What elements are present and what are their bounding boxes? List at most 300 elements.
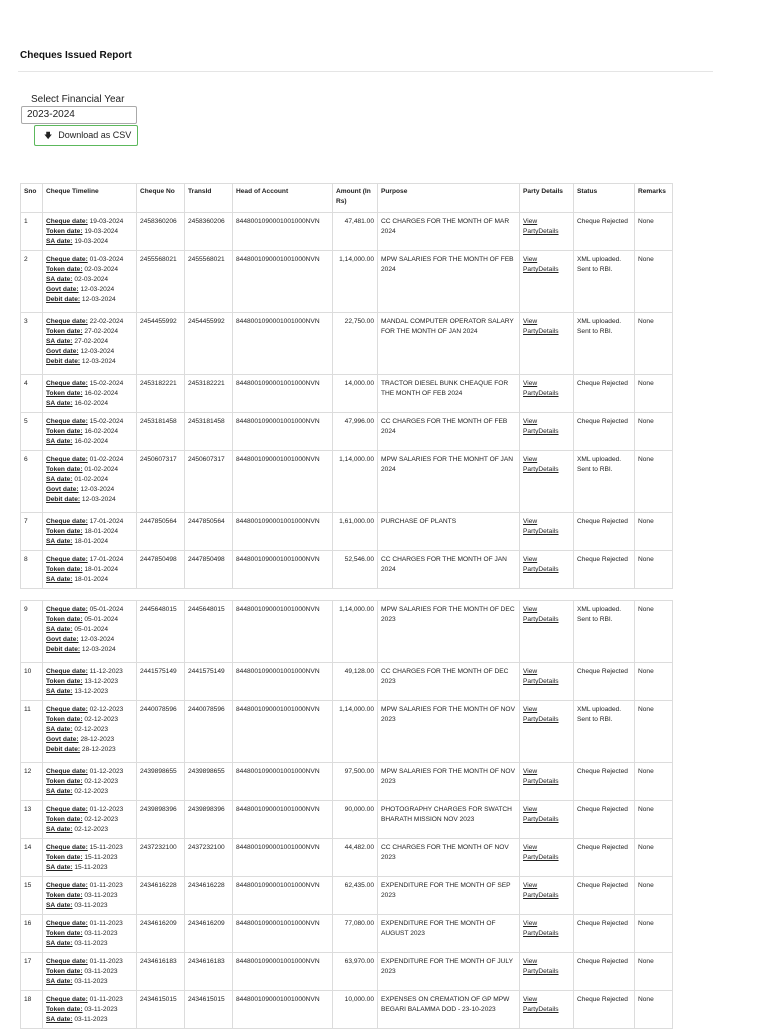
sa-date-line xyxy=(46,575,133,585)
trans-id-cell: 2434616209 xyxy=(185,915,233,953)
token-date-label: Token date: xyxy=(46,616,83,623)
cheque-date-value: 01-11-2023 xyxy=(89,958,123,965)
amount-cell: 47,481.00 xyxy=(333,213,378,251)
amount-cell: 10,000.00 xyxy=(333,991,378,1029)
view-link[interactable]: View xyxy=(523,844,538,851)
token-date-line xyxy=(46,815,133,825)
sa-date-line xyxy=(46,687,133,697)
column-header-party-details: Party Details xyxy=(520,184,574,213)
table-row xyxy=(21,601,673,663)
sa-date-value: 01-02-2024 xyxy=(74,476,109,483)
sno-cell: 11 xyxy=(21,701,43,763)
status-cell: XML uploaded. Sent to RBI. xyxy=(574,313,635,375)
remarks-cell: None xyxy=(635,991,673,1029)
view-link[interactable]: View xyxy=(523,380,538,387)
party-details-link[interactable]: PartyDetails xyxy=(523,528,559,535)
cheque-date-line xyxy=(46,705,133,715)
debit-date-line xyxy=(46,295,133,305)
sa-date-line xyxy=(46,537,133,547)
sa-date-value: 02-12-2023 xyxy=(74,788,109,795)
trans-id-cell: 2434616228 xyxy=(185,877,233,915)
party-details-link[interactable]: PartyDetails xyxy=(523,968,559,975)
cheque-timeline-cell xyxy=(43,839,137,877)
cheque-timeline-cell xyxy=(43,551,137,589)
cheque-no-cell: 2439898396 xyxy=(137,801,185,839)
status-cell: Cheque Rejected xyxy=(574,513,635,551)
sno-cell: 5 xyxy=(21,413,43,451)
view-link[interactable]: View xyxy=(523,218,538,225)
view-link[interactable]: View xyxy=(523,456,538,463)
purpose-cell: EXPENDITURE FOR THE MONTH OF JULY 2023 xyxy=(378,953,520,991)
trans-id-cell: 2447850564 xyxy=(185,513,233,551)
column-header-amount: Amount (In Rs) xyxy=(333,184,378,213)
sa-date-line xyxy=(46,787,133,797)
view-link[interactable]: View xyxy=(523,706,538,713)
status-cell: Cheque Rejected xyxy=(574,953,635,991)
token-date-line xyxy=(46,929,133,939)
token-date-label: Token date: xyxy=(46,328,83,335)
cheque-date-value: 11-12-2023 xyxy=(89,668,123,675)
sa-date-label: SA date: xyxy=(46,902,73,909)
amount-cell: 14,000.00 xyxy=(333,375,378,413)
amount-cell: 22,750.00 xyxy=(333,313,378,375)
view-link[interactable]: View xyxy=(523,556,538,563)
cheque-date-line xyxy=(46,379,133,389)
party-details-link[interactable]: PartyDetails xyxy=(523,716,559,723)
token-date-value: 03-11-2023 xyxy=(84,930,118,937)
table-row xyxy=(21,801,673,839)
govt-date-line xyxy=(46,635,133,645)
cheque-date-line xyxy=(46,805,133,815)
party-details-link[interactable]: PartyDetails xyxy=(523,466,559,473)
sa-date-label: SA date: xyxy=(46,576,73,583)
cheque-no-cell: 2434616183 xyxy=(137,953,185,991)
table-header-row xyxy=(21,184,673,213)
trans-id-cell: 2453181458 xyxy=(185,413,233,451)
cheque-date-label: Cheque date: xyxy=(46,706,88,713)
cheque-timeline-cell xyxy=(43,513,137,551)
debit-date-line xyxy=(46,357,133,367)
head-of-account-cell: 8448001090001001000NVN xyxy=(233,663,333,701)
amount-cell: 47,996.00 xyxy=(333,413,378,451)
head-of-account-cell: 8448001090001001000NVN xyxy=(233,601,333,663)
sa-date-value: 13-12-2023 xyxy=(74,688,109,695)
party-details-link[interactable]: PartyDetails xyxy=(523,778,559,785)
token-date-label: Token date: xyxy=(46,892,83,899)
sa-date-value: 02-03-2024 xyxy=(74,276,109,283)
status-cell: Cheque Rejected xyxy=(574,801,635,839)
status-cell: Cheque Rejected xyxy=(574,877,635,915)
column-header-trans-id: TransId xyxy=(185,184,233,213)
sa-date-label: SA date: xyxy=(46,626,73,633)
purpose-cell: MPW SALARIES FOR THE MONTH OF FEB 2024 xyxy=(378,251,520,313)
purpose-cell: MPW SALARIES FOR THE MONTH OF DEC 2023 xyxy=(378,601,520,663)
purpose-cell: CC CHARGES FOR THE MONTH OF NOV 2023 xyxy=(378,839,520,877)
sa-date-line xyxy=(46,475,133,485)
remarks-cell: None xyxy=(635,251,673,313)
sa-date-value: 03-11-2023 xyxy=(74,1016,108,1023)
cheque-date-line xyxy=(46,843,133,853)
token-date-line xyxy=(46,427,133,437)
token-date-label: Token date: xyxy=(46,428,83,435)
trans-id-cell: 2453182221 xyxy=(185,375,233,413)
head-of-account-cell: 8448001090001001000NVN xyxy=(233,313,333,375)
column-header-remarks: Remarks xyxy=(635,184,673,213)
purpose-cell: EXPENDITURE FOR THE MONTH OF AUGUST 2023 xyxy=(378,915,520,953)
sno-cell: 2 xyxy=(21,251,43,313)
token-date-value: 02-12-2023 xyxy=(84,816,119,823)
view-link[interactable]: View xyxy=(523,996,538,1003)
status-cell: Cheque Rejected xyxy=(574,375,635,413)
cheque-date-value: 17-01-2024 xyxy=(89,556,124,563)
amount-cell: 90,000.00 xyxy=(333,801,378,839)
trans-id-cell: 2441575149 xyxy=(185,663,233,701)
party-details-link[interactable]: PartyDetails xyxy=(523,266,559,273)
cheque-no-cell: 2439898655 xyxy=(137,763,185,801)
amount-cell: 49,128.00 xyxy=(333,663,378,701)
download-icon: 🡇 xyxy=(44,131,53,140)
govt-date-value: 12-03-2024 xyxy=(80,286,115,293)
sa-date-line xyxy=(46,437,133,447)
party-details-link[interactable]: PartyDetails xyxy=(523,678,559,685)
sa-date-value: 18-01-2024 xyxy=(74,576,109,583)
head-of-account-cell: 8448001090001001000NVN xyxy=(233,991,333,1029)
cheque-date-label: Cheque date: xyxy=(46,882,88,889)
party-details-cell xyxy=(520,801,574,839)
party-details-link[interactable]: PartyDetails xyxy=(523,892,559,899)
sa-date-label: SA date: xyxy=(46,400,73,407)
trans-id-cell: 2454455992 xyxy=(185,313,233,375)
party-details-cell xyxy=(520,601,574,663)
view-link[interactable]: View xyxy=(523,318,538,325)
cheque-date-value: 15-11-2023 xyxy=(89,844,123,851)
download-csv-label: Download as CSV xyxy=(58,130,132,140)
table-row xyxy=(21,915,673,953)
sa-date-label: SA date: xyxy=(46,788,73,795)
token-date-line xyxy=(46,565,133,575)
token-date-line xyxy=(46,677,133,687)
sa-date-line xyxy=(46,625,133,635)
sno-cell: 13 xyxy=(21,801,43,839)
cheque-timeline-cell xyxy=(43,953,137,991)
remarks-cell: None xyxy=(635,877,673,915)
remarks-cell: None xyxy=(635,953,673,991)
govt-date-value: 28-12-2023 xyxy=(80,736,115,743)
purpose-cell: EXPENDITURE FOR THE MONTH OF SEP 2023 xyxy=(378,877,520,915)
table-row xyxy=(21,251,673,313)
cheque-date-line xyxy=(46,995,133,1005)
view-link[interactable]: View xyxy=(523,768,538,775)
cheque-date-line xyxy=(46,417,133,427)
remarks-cell: None xyxy=(635,701,673,763)
cheque-no-cell: 2447850498 xyxy=(137,551,185,589)
amount-cell: 1,14,000.00 xyxy=(333,601,378,663)
cheque-date-line xyxy=(46,255,133,265)
table-row xyxy=(21,763,673,801)
cheque-date-value: 19-03-2024 xyxy=(89,218,124,225)
govt-date-label: Govt date: xyxy=(46,736,79,743)
sa-date-value: 16-02-2024 xyxy=(74,438,109,445)
cheque-date-value: 01-12-2023 xyxy=(89,768,124,775)
party-details-cell xyxy=(520,451,574,513)
view-link[interactable]: View xyxy=(523,606,538,613)
amount-cell: 44,482.00 xyxy=(333,839,378,877)
trans-id-cell: 2455568021 xyxy=(185,251,233,313)
purpose-cell: MPW SALARIES FOR THE MONHT OF JAN 2024 xyxy=(378,451,520,513)
cheque-no-cell: 2455568021 xyxy=(137,251,185,313)
sno-cell: 8 xyxy=(21,551,43,589)
column-header-purpose: Purpose xyxy=(378,184,520,213)
purpose-cell: CC CHARGES FOR THE MONTH OF FEB 2024 xyxy=(378,413,520,451)
token-date-line xyxy=(46,265,133,275)
head-of-account-cell: 8448001090001001000NVN xyxy=(233,877,333,915)
cheques-table-2 xyxy=(20,600,673,1029)
sa-date-value: 03-11-2023 xyxy=(74,978,108,985)
amount-cell: 1,14,000.00 xyxy=(333,251,378,313)
token-date-line xyxy=(46,1005,133,1015)
debit-date-line xyxy=(46,645,133,655)
cheque-date-label: Cheque date: xyxy=(46,844,88,851)
token-date-line xyxy=(46,465,133,475)
debit-date-value: 12-03-2024 xyxy=(81,646,116,653)
sno-cell: 6 xyxy=(21,451,43,513)
sa-date-line xyxy=(46,399,133,409)
head-of-account-cell: 8448001090001001000NVN xyxy=(233,251,333,313)
table-row xyxy=(21,701,673,763)
column-header-status: Status xyxy=(574,184,635,213)
cheque-no-cell: 2441575149 xyxy=(137,663,185,701)
head-of-account-cell: 8448001090001001000NVN xyxy=(233,375,333,413)
token-date-value: 19-03-2024 xyxy=(84,228,119,235)
cheque-no-cell: 2440078596 xyxy=(137,701,185,763)
head-of-account-cell: 8448001090001001000NVN xyxy=(233,451,333,513)
sno-cell: 12 xyxy=(21,763,43,801)
remarks-cell: None xyxy=(635,763,673,801)
status-cell: Cheque Rejected xyxy=(574,213,635,251)
cheque-date-label: Cheque date: xyxy=(46,418,88,425)
status-cell: Cheque Rejected xyxy=(574,551,635,589)
remarks-cell: None xyxy=(635,375,673,413)
cheque-date-value: 22-02-2024 xyxy=(89,318,124,325)
cheque-date-line xyxy=(46,767,133,777)
purpose-cell: MPW SALARIES FOR THE MONTH OF NOV 2023 xyxy=(378,763,520,801)
status-cell: Cheque Rejected xyxy=(574,413,635,451)
cheque-date-label: Cheque date: xyxy=(46,668,88,675)
debit-date-label: Debit date: xyxy=(46,746,81,753)
view-link[interactable]: View xyxy=(523,920,538,927)
debit-date-label: Debit date: xyxy=(46,296,81,303)
remarks-cell: None xyxy=(635,839,673,877)
party-details-link[interactable]: PartyDetails xyxy=(523,228,559,235)
purpose-cell: PURCHASE OF PLANTS xyxy=(378,513,520,551)
status-cell: XML uploaded. Sent to RBI. xyxy=(574,451,635,513)
cheque-date-label: Cheque date: xyxy=(46,218,88,225)
cheque-date-value: 05-01-2024 xyxy=(89,606,124,613)
status-cell: Cheque Rejected xyxy=(574,915,635,953)
sa-date-value: 19-03-2024 xyxy=(74,238,109,245)
cheque-no-cell: 2447850564 xyxy=(137,513,185,551)
party-details-cell xyxy=(520,375,574,413)
sa-date-label: SA date: xyxy=(46,438,73,445)
cheque-no-cell: 2454455992 xyxy=(137,313,185,375)
page-title: Cheques Issued Report xyxy=(20,50,132,61)
govt-date-line xyxy=(46,285,133,295)
sno-cell: 15 xyxy=(21,877,43,915)
view-link[interactable]: View xyxy=(523,806,538,813)
token-date-value: 16-02-2024 xyxy=(84,390,119,397)
head-of-account-cell: 8448001090001001000NVN xyxy=(233,915,333,953)
trans-id-cell: 2437232100 xyxy=(185,839,233,877)
party-details-link[interactable]: PartyDetails xyxy=(523,328,559,335)
sa-date-value: 16-02-2024 xyxy=(74,400,109,407)
token-date-label: Token date: xyxy=(46,266,83,273)
token-date-value: 27-02-2024 xyxy=(84,328,119,335)
sa-date-line xyxy=(46,939,133,949)
sno-cell: 16 xyxy=(21,915,43,953)
token-date-line xyxy=(46,615,133,625)
view-link[interactable]: View xyxy=(523,882,538,889)
cheque-timeline-cell xyxy=(43,991,137,1029)
remarks-cell: None xyxy=(635,451,673,513)
sa-date-value: 15-11-2023 xyxy=(74,864,108,871)
sa-date-label: SA date: xyxy=(46,726,73,733)
table-row xyxy=(21,551,673,589)
cheque-date-line xyxy=(46,881,133,891)
cheque-timeline-cell xyxy=(43,663,137,701)
party-details-link[interactable]: PartyDetails xyxy=(523,390,559,397)
token-date-line xyxy=(46,777,133,787)
head-of-account-cell: 8448001090001001000NVN xyxy=(233,763,333,801)
remarks-cell: None xyxy=(635,313,673,375)
sa-date-line xyxy=(46,275,133,285)
cheque-date-line xyxy=(46,517,133,527)
govt-date-line xyxy=(46,485,133,495)
view-link[interactable]: View xyxy=(523,518,538,525)
view-link[interactable]: View xyxy=(523,668,538,675)
table-row xyxy=(21,213,673,251)
sa-date-label: SA date: xyxy=(46,940,73,947)
amount-cell: 1,61,000.00 xyxy=(333,513,378,551)
cheque-timeline-cell xyxy=(43,877,137,915)
purpose-cell: EXPENSES ON CREMATION OF GP MPW BEGARI BALAMMA DOD - 23-10-2023 xyxy=(378,991,520,1029)
trans-id-cell: 2445648015 xyxy=(185,601,233,663)
cheque-date-label: Cheque date: xyxy=(46,556,88,563)
cheque-date-label: Cheque date: xyxy=(46,958,88,965)
amount-cell: 63,970.00 xyxy=(333,953,378,991)
cheque-date-value: 01-11-2023 xyxy=(89,920,123,927)
view-link[interactable]: View xyxy=(523,256,538,263)
table-row xyxy=(21,877,673,915)
sa-date-value: 03-11-2023 xyxy=(74,940,108,947)
financial-year-select[interactable]: 2023-2024 xyxy=(21,106,137,124)
cheque-date-value: 15-02-2024 xyxy=(89,418,124,425)
cheque-timeline-cell xyxy=(43,451,137,513)
view-link[interactable]: View xyxy=(523,418,538,425)
cheque-date-line xyxy=(46,555,133,565)
govt-date-value: 12-03-2024 xyxy=(80,348,115,355)
party-details-link[interactable]: PartyDetails xyxy=(523,566,559,573)
token-date-label: Token date: xyxy=(46,228,83,235)
sa-date-label: SA date: xyxy=(46,688,73,695)
party-details-link[interactable]: PartyDetails xyxy=(523,930,559,937)
party-details-link[interactable]: PartyDetails xyxy=(523,1006,559,1013)
token-date-line xyxy=(46,715,133,725)
amount-cell: 1,14,000.00 xyxy=(333,451,378,513)
amount-cell: 52,546.00 xyxy=(333,551,378,589)
party-details-cell xyxy=(520,763,574,801)
view-link[interactable]: View xyxy=(523,958,538,965)
cheque-date-value: 02-12-2023 xyxy=(89,706,124,713)
status-cell: XML uploaded. Sent to RBI. xyxy=(574,251,635,313)
sa-date-label: SA date: xyxy=(46,864,73,871)
party-details-cell xyxy=(520,313,574,375)
purpose-cell: TRACTOR DIESEL BUNK CHEAQUE FOR THE MONTH OF FEB 2024 xyxy=(378,375,520,413)
cheque-date-label: Cheque date: xyxy=(46,806,88,813)
party-details-link[interactable]: PartyDetails xyxy=(523,816,559,823)
amount-cell: 62,435.00 xyxy=(333,877,378,915)
table-row xyxy=(21,991,673,1029)
cheque-timeline-cell xyxy=(43,251,137,313)
debit-date-label: Debit date: xyxy=(46,358,81,365)
status-cell: Cheque Rejected xyxy=(574,763,635,801)
token-date-value: 03-11-2023 xyxy=(84,968,118,975)
party-details-cell xyxy=(520,513,574,551)
download-csv-button[interactable] xyxy=(34,125,138,146)
govt-date-label: Govt date: xyxy=(46,486,79,493)
table-row xyxy=(21,663,673,701)
cheque-no-cell: 2437232100 xyxy=(137,839,185,877)
sa-date-label: SA date: xyxy=(46,826,73,833)
party-details-link[interactable]: PartyDetails xyxy=(523,854,559,861)
trans-id-cell: 2434616183 xyxy=(185,953,233,991)
govt-date-value: 12-03-2024 xyxy=(80,636,115,643)
token-date-line xyxy=(46,527,133,537)
cheque-date-value: 01-02-2024 xyxy=(89,456,124,463)
amount-cell: 77,080.00 xyxy=(333,915,378,953)
party-details-cell xyxy=(520,991,574,1029)
token-date-value: 03-11-2023 xyxy=(84,892,118,899)
token-date-line xyxy=(46,227,133,237)
token-date-line xyxy=(46,389,133,399)
financial-year-label: Select Financial Year xyxy=(31,94,125,105)
sno-cell: 17 xyxy=(21,953,43,991)
token-date-value: 13-12-2023 xyxy=(84,678,119,685)
party-details-link[interactable]: PartyDetails xyxy=(523,428,559,435)
token-date-value: 03-11-2023 xyxy=(84,1006,118,1013)
token-date-line xyxy=(46,853,133,863)
party-details-cell xyxy=(520,701,574,763)
table-row xyxy=(21,953,673,991)
table-row xyxy=(21,413,673,451)
cheque-timeline-cell xyxy=(43,763,137,801)
head-of-account-cell: 8448001090001001000NVN xyxy=(233,953,333,991)
debit-date-label: Debit date: xyxy=(46,496,81,503)
head-of-account-cell: 8448001090001001000NVN xyxy=(233,701,333,763)
party-details-link[interactable]: PartyDetails xyxy=(523,616,559,623)
cheque-date-label: Cheque date: xyxy=(46,256,88,263)
sa-date-value: 02-12-2023 xyxy=(74,726,109,733)
sa-date-line xyxy=(46,863,133,873)
cheque-date-label: Cheque date: xyxy=(46,318,88,325)
purpose-cell: MANDAL COMPUTER OPERATOR SALARY FOR THE MONTH OF JAN 2024 xyxy=(378,313,520,375)
cheque-date-line xyxy=(46,919,133,929)
debit-date-value: 12-03-2024 xyxy=(81,296,116,303)
sno-cell: 10 xyxy=(21,663,43,701)
head-of-account-cell: 8448001090001001000NVN xyxy=(233,839,333,877)
cheque-no-cell: 2445648015 xyxy=(137,601,185,663)
token-date-label: Token date: xyxy=(46,466,83,473)
govt-date-line xyxy=(46,347,133,357)
